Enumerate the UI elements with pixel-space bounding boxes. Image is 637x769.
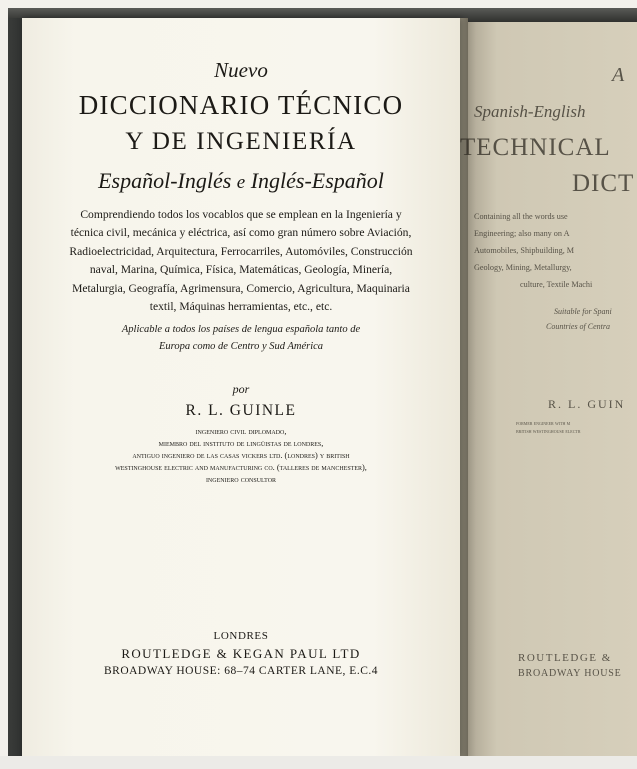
facing-credential-line: british westinghouse electr (516, 430, 581, 435)
subtitle-connector: e (236, 172, 246, 193)
facing-suitable-line: Suitable for Spani (554, 307, 612, 316)
credential-line: miembro del instituto de lingüistas de londres, (158, 439, 324, 448)
title-line-1: DICCIONARIO TÉCNICO (78, 90, 404, 120)
title-prefix: Nuevo (214, 58, 268, 82)
applicability-note (22, 321, 460, 355)
subtitle-part-b: Inglés-Español (250, 168, 384, 193)
credential-line: ingeniero consultor (205, 475, 277, 484)
facing-description-line: Engineering; also many on A (474, 229, 570, 238)
description-line: Comprendiendo todos los vocablos que se emplean en la Ingeniería y (80, 208, 402, 221)
facing-credential-line: former engineer with m (516, 422, 571, 427)
facing-publisher-address: BROADWAY HOUSE (518, 668, 622, 679)
facing-publisher-name: ROUTLEDGE & (518, 652, 612, 664)
facing-suitable-line: Countries of Centra (546, 322, 611, 331)
author-name: R. L. GUINLE (185, 402, 297, 419)
description-line: Metalurgia, Geografía, Agrimensura, Comercio, Agricultura, Maquinaria (72, 281, 410, 295)
description (22, 206, 460, 316)
facing-description-line: culture, Textile Machi (520, 280, 593, 289)
subtitle (22, 168, 460, 194)
applicability-line: Aplicable a todos los países de lengua española tanto de (121, 324, 361, 335)
facing-description-line: Automobiles, Shipbuilding, M (474, 246, 575, 255)
facing-title-line-1: TECHNICAL (460, 134, 611, 161)
byline-por: por (232, 382, 250, 396)
subtitle-part-a: Español-Inglés (98, 168, 232, 193)
title-page (22, 18, 460, 758)
credential-line: antiguo ingeniero de las casas vickers ltd. (londres) y british (132, 451, 350, 460)
applicability-line: Europa como de Centro y Sud América (158, 341, 324, 352)
description-line: naval, Marina, Química, Física, Matemáticas, Geología, Minería, (89, 263, 393, 277)
description-line: Radioelectricidad, Arquitectura, Ferrocarriles, Automóviles, Construcción (69, 244, 413, 258)
description-line: técnica civil, mecánica y eléctrica, así como gran número sobre Aviación, (70, 226, 412, 240)
facing-title-page (462, 22, 637, 758)
credential-line: westinghouse electric and manufacturing co. (talleres de manchester), (115, 463, 367, 472)
credential-line: ingeniero civil diplomado, (195, 427, 287, 436)
description-line: textil, Máquinas herramientas, etc., etc. (149, 300, 333, 314)
facing-description-line: Geology, Mining, Metallurgy, (474, 263, 572, 272)
facing-title-prefix: A (612, 64, 625, 86)
facing-subtitle: Spanish-English (474, 102, 586, 121)
publisher-address: BROADWAY HOUSE: 68–74 CARTER LANE, E.C.4 (103, 665, 379, 677)
publisher-city: LONDRES (213, 630, 269, 642)
title-line-2: Y DE INGENIERÍA (125, 128, 357, 155)
facing-description-line: Containing all the words use (474, 212, 568, 221)
author-credentials (22, 426, 460, 486)
facing-author-name: R. L. GUIN (548, 397, 626, 411)
facing-title-line-2: DICT (572, 170, 635, 197)
publisher-name: ROUTLEDGE & KEGAN PAUL LTD (121, 646, 361, 661)
